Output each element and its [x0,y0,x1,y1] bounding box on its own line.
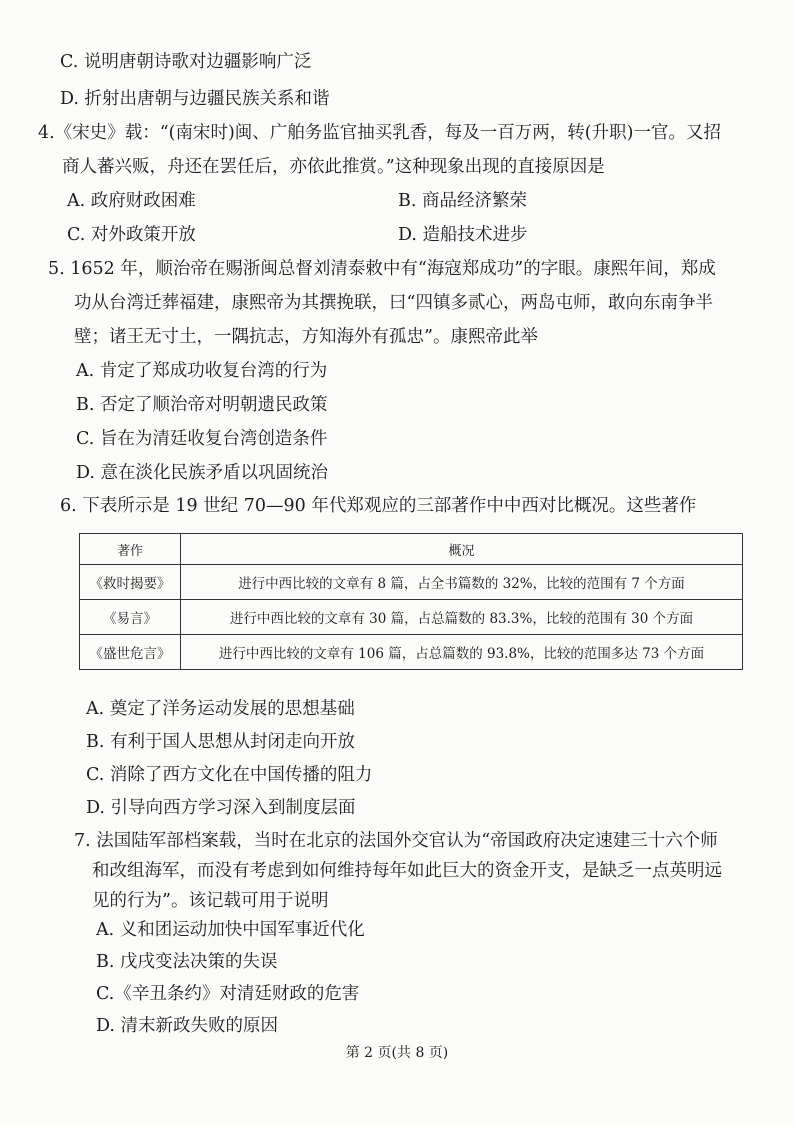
q5-option-a: A. 肯定了郑成功收复台湾的行为 [76,361,328,381]
q7-stem-line3: 见的行为”。该记载可用于说明 [92,891,329,911]
table-header-work: 著作 [80,534,181,565]
q4-option-d: D. 造船技术进步 [398,225,528,245]
q6-option-b: B. 有利于国人思想从封闭走向开放 [86,732,355,752]
q4-option-c: C. 对外政策开放 [67,225,196,245]
q4-stem-line1: 4.《宋史》载：“(南宋时)闽、广舶务监官抽买乳香，每及一百万两，转(升职)一官。又招 [38,123,721,143]
table-header-overview: 概况 [181,534,743,565]
table-row [80,635,743,670]
comparison-table [79,533,743,670]
q7-stem-line1: 7. 法国陆军部档案载，当时在北京的法国外交官认为“帝国政府决定速建三十六个师 [74,831,718,851]
table-cell-work: 《救时揭要》 [80,565,181,600]
q5-stem-line3: 壁；诸王无寸土，一隅抗志，方知海外有孤忠”。康熙帝此举 [74,327,538,347]
q6-stem-line1: 6. 下表所示是 19 世纪 70—90 年代郑观应的三部著作中中西对比概况。这些著作 [60,496,697,516]
table-cell-work: 《盛世危言》 [80,635,181,670]
q5-option-d: D. 意在淡化民族矛盾以巩固统治 [76,463,329,483]
q3-option-d: D. 折射出唐朝与边疆民族关系和谐 [60,89,330,109]
table-cell-overview: 进行中西比较的文章有 106 篇，占总篇数的 93.8%，比较的范围多达 73 个方面 [181,635,743,670]
q6-option-a: A. 奠定了洋务运动发展的思想基础 [86,699,355,719]
q4-option-a: A. 政府财政困难 [67,191,196,211]
q3-option-c: C. 说明唐朝诗歌对边疆影响广泛 [60,52,312,72]
q7-option-a: A. 义和团运动加快中国军事近代化 [96,920,365,940]
q4-stem-line2: 商人蕃兴贩，舟还在罢任后，亦依此推赏。”这种现象出现的直接原因是 [62,157,605,177]
q7-option-c: C.《辛丑条约》对清廷财政的危害 [96,984,360,1004]
q7-option-b: B. 戊戌变法决策的失误 [96,952,278,972]
q6-option-c: C. 消除了西方文化在中国传播的阻力 [86,765,373,785]
table-row [80,600,743,635]
q5-option-c: C. 旨在为清廷收复台湾创造条件 [76,429,328,449]
table-cell-overview: 进行中西比较的文章有 30 篇，占总篇数的 83.3%，比较的范围有 30 个方面 [181,600,743,635]
q7-option-d: D. 清末新政失败的原因 [96,1016,279,1036]
q6-option-d: D. 引导向西方学习深入到制度层面 [86,798,356,818]
table-header-row [80,534,743,565]
q5-stem-line2: 功从台湾迁葬福建，康熙帝为其撰挽联，曰“四镇多贰心，两岛屯师，敢向东南争半 [74,293,713,313]
q5-stem-line1: 5. 1652 年，顺治帝在赐浙闽总督刘清泰敕中有“海寇郑成功”的字眼。康熙年间，郑成 [48,259,716,279]
table-row [80,565,743,600]
page-footer: 第 2 页(共 8 页) [345,1045,449,1061]
q4-option-b: B. 商品经济繁荣 [398,191,527,211]
q5-option-b: B. 否定了顺治帝对明朝遗民政策 [76,395,328,415]
q7-stem-line2: 和改组海军，而没有考虑到如何维持每年如此巨大的资金开支，是缺乏一点英明远 [92,861,722,881]
table-cell-work: 《易言》 [80,600,181,635]
table-cell-overview: 进行中西比较的文章有 8 篇，占全书篇数的 32%，比较的范围有 7 个方面 [181,565,743,600]
